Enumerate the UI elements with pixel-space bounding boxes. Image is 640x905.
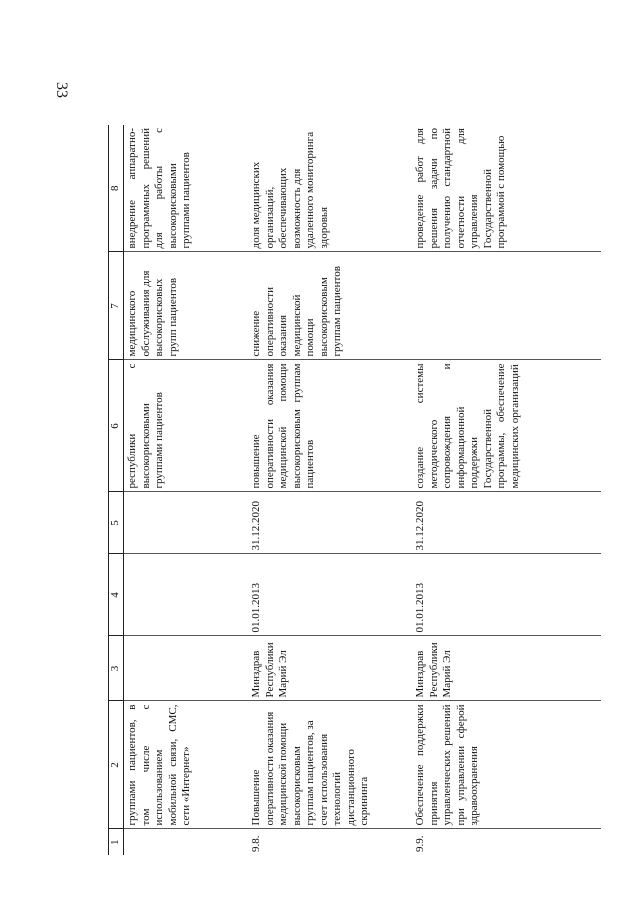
indicator: проведение работ для решения задачи по получению стандартной отчетности для управления Государственной программой с помощью — [412, 125, 601, 252]
header-cell-3: 3 — [109, 636, 124, 701]
table-row — [124, 125, 249, 855]
program-table — [108, 125, 601, 855]
expected-result: создание системы методического сопровождения и информационной поддержки Государственной программы, обеспечение медицинских организаций — [412, 360, 601, 492]
executor: Минздрав Республики Марий Эл — [412, 636, 601, 701]
activity-name: Обеспечение поддержки принятия управленческих решений при управлении сферой здравоохранения — [412, 701, 601, 829]
start-date: 01.01.2013 — [248, 554, 412, 636]
consequence — [412, 252, 601, 360]
rotated-page-content — [108, 125, 633, 855]
expected-result: повышение оперативности оказания медицинской помощи высокорисковым группам пациентов — [248, 360, 412, 492]
start-date: 01.01.2013 — [412, 554, 601, 636]
consequence: снижение оперативности оказания медицинской помощи высокорисковым группам пациентов — [248, 252, 412, 360]
end-date — [124, 492, 249, 554]
header-cell-8: 8 — [109, 125, 124, 252]
activity-name: Повышение оперативности оказания медицинской помощи высокорисковым группам пациентов, за счет использования технологий дистанционного скрининга — [248, 701, 412, 829]
header-cell-6: 6 — [109, 360, 124, 492]
row-number — [124, 829, 249, 855]
end-date: 31.12.2020 — [412, 492, 601, 554]
start-date — [124, 554, 249, 636]
row-number: 9.8. — [250, 835, 262, 852]
indicator: внедрение аппаратно-программных решений для работы с высокорисковыми группами пациентов — [124, 125, 249, 252]
activity-name: группами пациентов, в том числе с использованием мобильной связи, СМС, сети «Интернет» — [124, 701, 249, 829]
consequence: медицинского обслуживания для высокорисковых групп пациентов — [124, 252, 249, 360]
table-row — [412, 125, 601, 855]
executor — [124, 636, 249, 701]
header-cell-4: 4 — [109, 554, 124, 636]
table-row — [248, 125, 412, 855]
header-cell-1: 1 — [109, 829, 124, 855]
end-date: 31.12.2020 — [248, 492, 412, 554]
row-number: 9.9. — [414, 835, 426, 852]
page-number: 33 — [53, 82, 70, 98]
indicator: доля медицинских организаций, обеспечивающих возможность для удаленного мониторинга здоровья — [248, 125, 412, 252]
expected-result: республики с высокорисковыми группами пациентов — [124, 360, 249, 492]
header-cell-5: 5 — [109, 492, 124, 554]
executor: Минздрав Республики Марий Эл — [248, 636, 412, 701]
header-cell-7: 7 — [109, 252, 124, 360]
header-row — [109, 125, 124, 855]
header-cell-2: 2 — [109, 701, 124, 829]
